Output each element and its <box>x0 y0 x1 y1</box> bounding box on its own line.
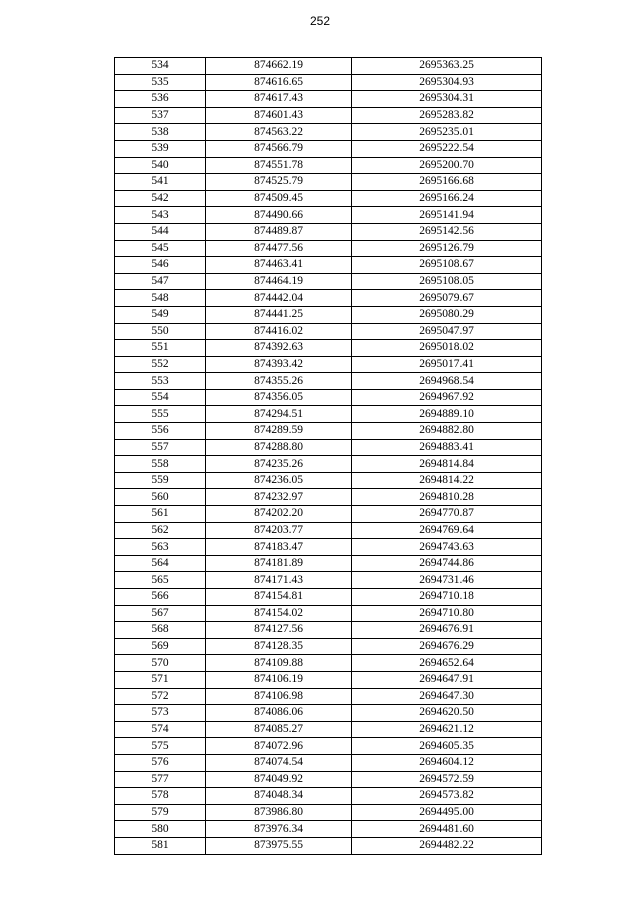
point-number-cell: 578 <box>115 788 206 805</box>
table-row <box>115 373 542 390</box>
y-coordinate-cell: 2694495.00 <box>352 804 542 821</box>
x-coordinate-cell: 873976.34 <box>206 821 352 838</box>
x-coordinate-cell: 874525.79 <box>206 174 352 191</box>
y-coordinate-cell: 2694967.92 <box>352 389 542 406</box>
y-coordinate-cell: 2694620.50 <box>352 705 542 722</box>
table-row <box>115 174 542 191</box>
y-coordinate-cell: 2694744.86 <box>352 555 542 572</box>
table-row <box>115 439 542 456</box>
y-coordinate-cell: 2694814.22 <box>352 472 542 489</box>
point-number-cell: 552 <box>115 356 206 373</box>
y-coordinate-cell: 2694731.46 <box>352 572 542 589</box>
x-coordinate-cell: 874355.26 <box>206 373 352 390</box>
y-coordinate-cell: 2694883.41 <box>352 439 542 456</box>
point-number-cell: 566 <box>115 589 206 606</box>
y-coordinate-cell: 2694621.12 <box>352 721 542 738</box>
y-coordinate-cell: 2694968.54 <box>352 373 542 390</box>
point-number-cell: 573 <box>115 705 206 722</box>
table-row <box>115 489 542 506</box>
x-coordinate-cell: 874441.25 <box>206 306 352 323</box>
y-coordinate-cell: 2695166.24 <box>352 190 542 207</box>
table-row <box>115 456 542 473</box>
point-number-cell: 553 <box>115 373 206 390</box>
y-coordinate-cell: 2694743.63 <box>352 539 542 556</box>
table-row <box>115 240 542 257</box>
point-number-cell: 547 <box>115 273 206 290</box>
y-coordinate-cell: 2694882.80 <box>352 423 542 440</box>
x-coordinate-cell: 874392.63 <box>206 340 352 357</box>
table-row <box>115 506 542 523</box>
table-row <box>115 423 542 440</box>
x-coordinate-cell: 874490.66 <box>206 207 352 224</box>
y-coordinate-cell: 2694770.87 <box>352 506 542 523</box>
point-number-cell: 563 <box>115 539 206 556</box>
table-row <box>115 522 542 539</box>
x-coordinate-cell: 874232.97 <box>206 489 352 506</box>
y-coordinate-cell: 2694676.29 <box>352 638 542 655</box>
point-number-cell: 568 <box>115 622 206 639</box>
x-coordinate-cell: 874356.05 <box>206 389 352 406</box>
y-coordinate-cell: 2694605.35 <box>352 738 542 755</box>
point-number-cell: 561 <box>115 506 206 523</box>
point-number-cell: 574 <box>115 721 206 738</box>
y-coordinate-cell: 2695200.70 <box>352 157 542 174</box>
table-row <box>115 821 542 838</box>
y-coordinate-cell: 2695141.94 <box>352 207 542 224</box>
x-coordinate-cell: 874616.65 <box>206 74 352 91</box>
x-coordinate-cell: 874154.02 <box>206 605 352 622</box>
table-row <box>115 754 542 771</box>
y-coordinate-cell: 2695080.29 <box>352 306 542 323</box>
x-coordinate-cell: 874601.43 <box>206 107 352 124</box>
point-number-cell: 543 <box>115 207 206 224</box>
point-number-cell: 536 <box>115 91 206 108</box>
y-coordinate-cell: 2694676.91 <box>352 622 542 639</box>
table-row <box>115 705 542 722</box>
point-number-cell: 541 <box>115 174 206 191</box>
point-number-cell: 570 <box>115 655 206 672</box>
x-coordinate-cell: 874489.87 <box>206 223 352 240</box>
x-coordinate-cell: 874074.54 <box>206 754 352 771</box>
y-coordinate-cell: 2694572.59 <box>352 771 542 788</box>
y-coordinate-cell: 2695108.05 <box>352 273 542 290</box>
point-number-cell: 549 <box>115 306 206 323</box>
table-row <box>115 389 542 406</box>
y-coordinate-cell: 2695166.68 <box>352 174 542 191</box>
table-row <box>115 58 542 75</box>
y-coordinate-cell: 2695126.79 <box>352 240 542 257</box>
table-row <box>115 140 542 157</box>
x-coordinate-cell: 874288.80 <box>206 439 352 456</box>
y-coordinate-cell: 2695235.01 <box>352 124 542 141</box>
table-row <box>115 157 542 174</box>
point-number-cell: 579 <box>115 804 206 821</box>
x-coordinate-cell: 874171.43 <box>206 572 352 589</box>
point-number-cell: 580 <box>115 821 206 838</box>
table-row <box>115 771 542 788</box>
x-coordinate-cell: 874127.56 <box>206 622 352 639</box>
table-row <box>115 738 542 755</box>
table-row <box>115 74 542 91</box>
point-number-cell: 542 <box>115 190 206 207</box>
y-coordinate-cell: 2694604.12 <box>352 754 542 771</box>
coordinates-table-body <box>115 58 542 855</box>
x-coordinate-cell: 874235.26 <box>206 456 352 473</box>
y-coordinate-cell: 2695017.41 <box>352 356 542 373</box>
y-coordinate-cell: 2695304.93 <box>352 74 542 91</box>
point-number-cell: 540 <box>115 157 206 174</box>
y-coordinate-cell: 2694647.30 <box>352 688 542 705</box>
y-coordinate-cell: 2694814.84 <box>352 456 542 473</box>
x-coordinate-cell: 874049.92 <box>206 771 352 788</box>
y-coordinate-cell: 2694482.22 <box>352 837 542 854</box>
x-coordinate-cell: 874203.77 <box>206 522 352 539</box>
x-coordinate-cell: 873986.80 <box>206 804 352 821</box>
table-row <box>115 788 542 805</box>
point-number-cell: 556 <box>115 423 206 440</box>
point-number-cell: 567 <box>115 605 206 622</box>
point-number-cell: 559 <box>115 472 206 489</box>
table-row <box>115 340 542 357</box>
x-coordinate-cell: 874202.20 <box>206 506 352 523</box>
x-coordinate-cell: 874072.96 <box>206 738 352 755</box>
table-row <box>115 406 542 423</box>
point-number-cell: 539 <box>115 140 206 157</box>
x-coordinate-cell: 874048.34 <box>206 788 352 805</box>
table-row <box>115 207 542 224</box>
x-coordinate-cell: 874086.06 <box>206 705 352 722</box>
y-coordinate-cell: 2695108.67 <box>352 257 542 274</box>
table-row <box>115 107 542 124</box>
x-coordinate-cell: 874566.79 <box>206 140 352 157</box>
point-number-cell: 562 <box>115 522 206 539</box>
y-coordinate-cell: 2695142.56 <box>352 223 542 240</box>
point-number-cell: 575 <box>115 738 206 755</box>
point-number-cell: 571 <box>115 671 206 688</box>
y-coordinate-cell: 2694481.60 <box>352 821 542 838</box>
table-row <box>115 356 542 373</box>
y-coordinate-cell: 2694769.64 <box>352 522 542 539</box>
point-number-cell: 557 <box>115 439 206 456</box>
x-coordinate-cell: 874617.43 <box>206 91 352 108</box>
x-coordinate-cell: 874509.45 <box>206 190 352 207</box>
point-number-cell: 576 <box>115 754 206 771</box>
point-number-cell: 560 <box>115 489 206 506</box>
y-coordinate-cell: 2694647.91 <box>352 671 542 688</box>
table-row <box>115 223 542 240</box>
table-row <box>115 257 542 274</box>
table-row <box>115 539 542 556</box>
table-row <box>115 273 542 290</box>
point-number-cell: 545 <box>115 240 206 257</box>
table-row <box>115 655 542 672</box>
x-coordinate-cell: 874416.02 <box>206 323 352 340</box>
point-number-cell: 544 <box>115 223 206 240</box>
table-row <box>115 721 542 738</box>
point-number-cell: 535 <box>115 74 206 91</box>
point-number-cell: 565 <box>115 572 206 589</box>
point-number-cell: 558 <box>115 456 206 473</box>
table-row <box>115 837 542 854</box>
x-coordinate-cell: 874393.42 <box>206 356 352 373</box>
point-number-cell: 550 <box>115 323 206 340</box>
table-row <box>115 124 542 141</box>
table-row <box>115 306 542 323</box>
x-coordinate-cell: 874464.19 <box>206 273 352 290</box>
point-number-cell: 555 <box>115 406 206 423</box>
point-number-cell: 554 <box>115 389 206 406</box>
point-number-cell: 534 <box>115 58 206 75</box>
point-number-cell: 551 <box>115 340 206 357</box>
table-row <box>115 555 542 572</box>
table-row <box>115 290 542 307</box>
point-number-cell: 581 <box>115 837 206 854</box>
x-coordinate-cell: 874463.41 <box>206 257 352 274</box>
y-coordinate-cell: 2695047.97 <box>352 323 542 340</box>
table-row <box>115 190 542 207</box>
point-number-cell: 577 <box>115 771 206 788</box>
x-coordinate-cell: 874236.05 <box>206 472 352 489</box>
y-coordinate-cell: 2694710.18 <box>352 589 542 606</box>
y-coordinate-cell: 2695363.25 <box>352 58 542 75</box>
y-coordinate-cell: 2694652.64 <box>352 655 542 672</box>
table-row <box>115 91 542 108</box>
x-coordinate-cell: 874563.22 <box>206 124 352 141</box>
table-row <box>115 589 542 606</box>
coordinates-table <box>114 57 542 855</box>
x-coordinate-cell: 874106.19 <box>206 671 352 688</box>
point-number-cell: 569 <box>115 638 206 655</box>
point-number-cell: 546 <box>115 257 206 274</box>
x-coordinate-cell: 874181.89 <box>206 555 352 572</box>
x-coordinate-cell: 874183.47 <box>206 539 352 556</box>
point-number-cell: 537 <box>115 107 206 124</box>
table-row <box>115 605 542 622</box>
x-coordinate-cell: 874294.51 <box>206 406 352 423</box>
x-coordinate-cell: 874662.19 <box>206 58 352 75</box>
x-coordinate-cell: 874477.56 <box>206 240 352 257</box>
point-number-cell: 572 <box>115 688 206 705</box>
point-number-cell: 564 <box>115 555 206 572</box>
y-coordinate-cell: 2694810.28 <box>352 489 542 506</box>
table-row <box>115 804 542 821</box>
page-number: 252 <box>309 14 331 28</box>
point-number-cell: 548 <box>115 290 206 307</box>
x-coordinate-cell: 874106.98 <box>206 688 352 705</box>
y-coordinate-cell: 2695304.31 <box>352 91 542 108</box>
y-coordinate-cell: 2695222.54 <box>352 140 542 157</box>
table-row <box>115 622 542 639</box>
table-row <box>115 572 542 589</box>
x-coordinate-cell: 874128.35 <box>206 638 352 655</box>
y-coordinate-cell: 2695283.82 <box>352 107 542 124</box>
x-coordinate-cell: 873975.55 <box>206 837 352 854</box>
x-coordinate-cell: 874085.27 <box>206 721 352 738</box>
table-row <box>115 638 542 655</box>
x-coordinate-cell: 874109.88 <box>206 655 352 672</box>
y-coordinate-cell: 2695079.67 <box>352 290 542 307</box>
table-row <box>115 671 542 688</box>
table-row <box>115 472 542 489</box>
x-coordinate-cell: 874442.04 <box>206 290 352 307</box>
point-number-cell: 538 <box>115 124 206 141</box>
y-coordinate-cell: 2694710.80 <box>352 605 542 622</box>
y-coordinate-cell: 2694573.82 <box>352 788 542 805</box>
y-coordinate-cell: 2695018.02 <box>352 340 542 357</box>
x-coordinate-cell: 874154.81 <box>206 589 352 606</box>
y-coordinate-cell: 2694889.10 <box>352 406 542 423</box>
table-row <box>115 688 542 705</box>
x-coordinate-cell: 874289.59 <box>206 423 352 440</box>
table-row <box>115 323 542 340</box>
x-coordinate-cell: 874551.78 <box>206 157 352 174</box>
